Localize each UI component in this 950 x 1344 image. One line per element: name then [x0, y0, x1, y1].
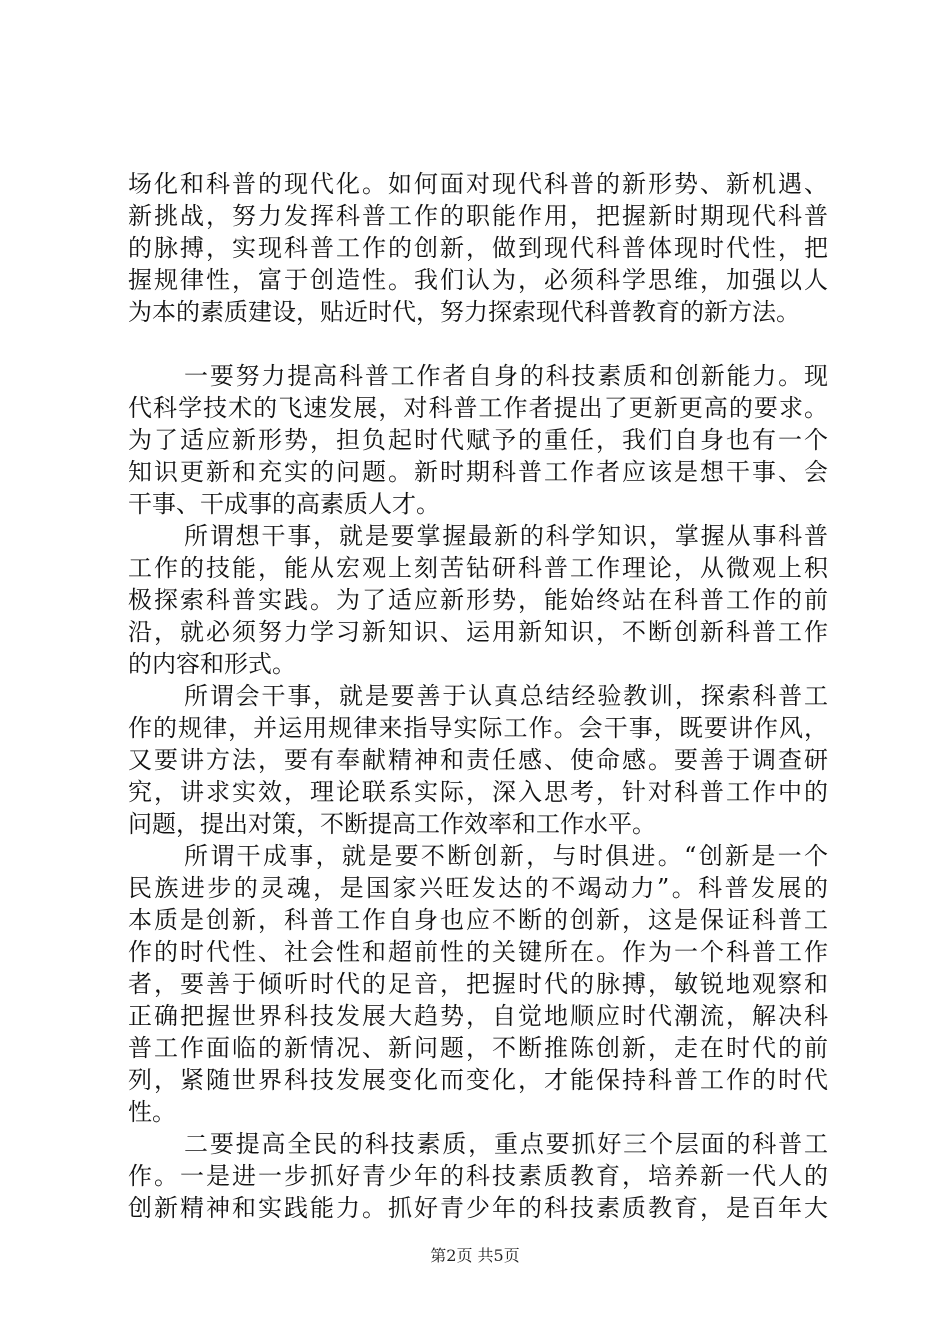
paragraph-gap [128, 328, 828, 360]
text-line: 列，紧随世界科技发展变化而变化，才能保持科普工作的时代 [128, 1066, 828, 1094]
text-line: 的内容和形式。 [128, 650, 296, 678]
text-line: 者，要善于倾听时代的足音，把握时代的脉搏，敏锐地观察和 [128, 970, 828, 998]
text-line: 作。一是进一步抓好青少年的科技素质教育，培养新一代人的 [128, 1162, 828, 1190]
text-line: 握规律性，富于创造性。我们认为，必须科学思维，加强以人 [128, 266, 828, 294]
text-line: 极探索科普实践。为了适应新形势，能始终站在科普工作的前 [128, 586, 828, 614]
text-line: 所谓干成事，就是要不断创新，与时俱进。“创新是一个 [184, 842, 828, 870]
text-line: 知识更新和充实的问题。新时期科普工作者应该是想干事、会 [128, 458, 828, 486]
text-line: 为了适应新形势，担负起时代赋予的重任，我们自身也有一个 [128, 426, 828, 454]
text-line: 一要努力提高科普工作者自身的科技素质和创新能力。现 [184, 362, 828, 390]
text-line: 作的规律，并运用规律来指导实际工作。会干事，既要讲作风， [128, 714, 828, 742]
text-line: 作的时代性、社会性和超前性的关键所在。作为一个科普工作 [128, 938, 828, 966]
text-line: 工作的技能，能从宏观上刻苦钻研科普工作理论，从微观上积 [128, 554, 828, 582]
text-line: 究，讲求实效，理论联系实际，深入思考，针对科普工作中的 [128, 778, 828, 806]
text-line: 本质是创新，科普工作自身也应不断的创新，这是保证科普工 [128, 906, 828, 934]
text-line: 所谓想干事，就是要掌握最新的科学知识，掌握从事科普 [184, 522, 828, 550]
text-line: 普工作面临的新情况、新问题，不断推陈创新，走在时代的前 [128, 1034, 828, 1062]
text-line: 的脉搏，实现科普工作的创新，做到现代科普体现时代性，把 [128, 234, 828, 262]
document-body [128, 168, 828, 1224]
text-line: 正确把握世界科技发展大趋势，自觉地顺应时代潮流，解决科 [128, 1002, 828, 1030]
text-line: 场化和科普的现代化。如何面对现代科普的新形势、新机遇、 [128, 170, 828, 198]
text-line: 新挑战，努力发挥科普工作的职能作用，把握新时期现代科普 [128, 202, 828, 230]
text-line: 为本的素质建设，贴近时代，努力探索现代科普教育的新方法。 [128, 298, 800, 326]
text-line: 民族进步的灵魂，是国家兴旺发达的不竭动力”。科普发展的 [128, 874, 828, 902]
text-line: 代科学技术的飞速发展，对科普工作者提出了更新更高的要求。 [128, 394, 828, 422]
text-line: 干事、干成事的高素质人才。 [128, 490, 440, 518]
text-line: 二要提高全民的科技素质，重点要抓好三个层面的科普工 [184, 1130, 828, 1158]
text-line: 问题，提出对策，不断提高工作效率和工作水平。 [128, 810, 656, 838]
text-line: 所谓会干事，就是要善于认真总结经验教训，探索科普工 [184, 682, 828, 710]
text-line: 沿，就必须努力学习新知识、运用新知识，不断创新科普工作 [128, 618, 828, 646]
text-line: 创新精神和实践能力。抓好青少年的科技素质教育，是百年大 [128, 1194, 828, 1222]
text-line: 又要讲方法，要有奉献精神和责任感、使命感。要善于调查研 [128, 746, 828, 774]
page-number-footer: 第2页 共5页 [430, 1246, 520, 1265]
text-line: 性。 [128, 1098, 176, 1126]
